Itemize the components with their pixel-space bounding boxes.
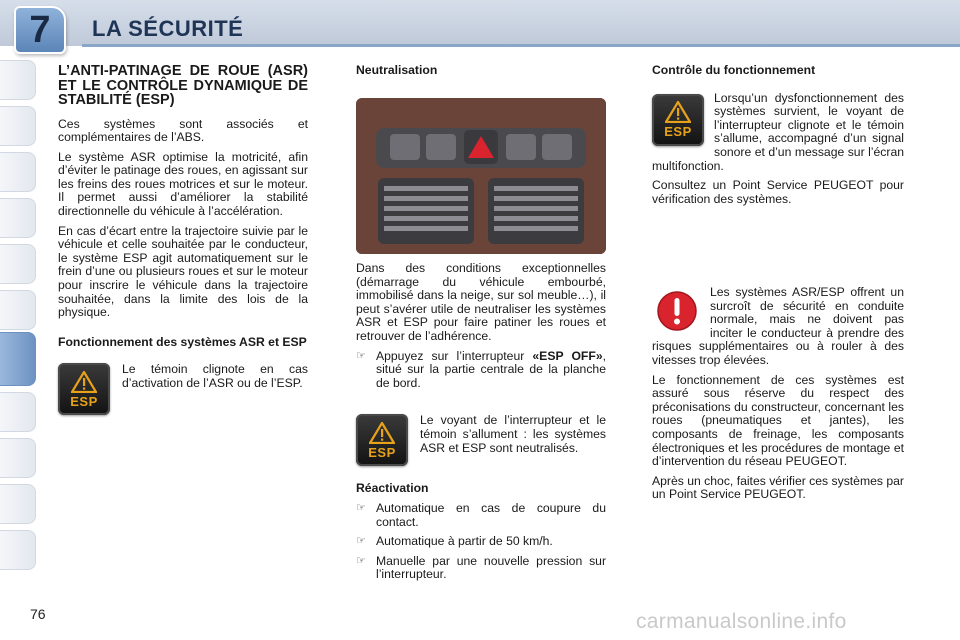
paragraph: Dans des conditions exceptionnelles (démarrage du véhicule embourbé, immobilisé dans la neige, sur sol meuble…), il peut s’avérer utile de neutraliser les systèmes ASR et ESP pour faire patiner les roues et retrouver de l’adhérence. <box>356 261 606 343</box>
esp-indicator-block <box>58 363 308 415</box>
chapter-tab[interactable] <box>0 484 36 524</box>
list-item: ☞ Appuyez sur l’interrupteur «ESP OFF», situé sur la partie centrale de la planche de bord. <box>356 348 606 390</box>
esp-warning-icon <box>58 363 110 415</box>
warning-triangle-icon <box>665 101 691 123</box>
chapter-tab-active[interactable] <box>0 332 36 386</box>
paragraph: Lorsqu’un dysfonctionnement des systèmes survient, le voyant de l’interrupteur clignote et le témoin s’allume, accompagné d’un signal sonore et d’un message sur l’écran multifonction. <box>652 90 904 173</box>
subsection-title-fonctionnement: Fonctionnement des systèmes ASR et ESP <box>58 334 307 349</box>
esp-off-indicator-block <box>356 414 606 466</box>
chapter-number-badge: 7 <box>14 6 66 54</box>
paragraph: Le fonctionnement de ces systèmes est assuré sous réserve du respect des préconisations du constructeur, concernant les roues (pneumatiques et jantes), les composants de freinage, les composants électroniques et les procédures de montage et d’intervention du réseau PEUGEOT. <box>652 372 904 469</box>
paragraph: Ces systèmes sont associés et complémentaires de l’ABS. <box>58 116 308 145</box>
chapter-tab[interactable] <box>0 106 36 146</box>
column-right <box>652 64 904 212</box>
subsection-title-reactivation: Réactivation <box>356 481 429 496</box>
esp-label: ESP <box>368 444 396 460</box>
paragraph: Le système ASR optimise la motricité, afin d’éviter le patinage des roues, en agissant sur les freins des roues motrices et sur le moteur. Il permet aussi d’améliorer la stabilité directionnelle du véhicule à l’accélération. <box>58 149 308 219</box>
header-rule <box>82 44 960 47</box>
esp-indicator-text: Le témoin clignote en cas d’activation de l’ASR ou de l’ESP. <box>122 362 308 390</box>
list-item: ☞ Manuelle par une nouvelle pression sur l’interrupteur. <box>356 553 606 582</box>
watermark: carmanualsonline.info <box>636 610 847 633</box>
chapter-tab[interactable] <box>0 530 36 570</box>
warning-triangle-icon <box>369 422 395 444</box>
column-left <box>58 64 308 415</box>
section-title-controle: Contrôle du fonctionnement <box>652 63 816 77</box>
chapter-tab[interactable] <box>0 198 36 238</box>
chapter-tab[interactable] <box>0 290 36 330</box>
chapter-tab[interactable] <box>0 392 36 432</box>
page-number: 76 <box>30 606 46 622</box>
chapter-tab-strip <box>0 60 36 580</box>
exclamation-warning-icon <box>656 290 698 332</box>
hand-pointer-icon: ☞ <box>356 349 366 362</box>
chapter-title: LA SÉCURITÉ <box>92 16 244 41</box>
esp-warning-icon <box>356 414 408 466</box>
paragraph: Consultez un Point Service PEUGEOT pour vérification des systèmes. <box>652 178 904 206</box>
dashboard-illustration <box>356 98 606 254</box>
paragraph: Après un choc, faites vérifier ces systèmes par un Point Service PEUGEOT. <box>652 473 904 502</box>
chapter-tab[interactable] <box>0 60 36 100</box>
esp-label: ESP <box>70 393 98 409</box>
warning-note <box>652 286 904 508</box>
esp-label: ESP <box>664 124 692 140</box>
esp-off-indicator-text: Le voyant de l’interrupteur et le témoin s’allument : les systèmes ASR et ESP sont neutralisés. <box>420 413 606 455</box>
esp-warning-icon <box>652 94 704 146</box>
column-middle-text <box>356 262 606 588</box>
column-middle <box>356 64 606 78</box>
chapter-tab[interactable] <box>0 152 36 192</box>
paragraph: En cas d’écart entre la trajectoire suivie par le véhicule et celle souhaitée par le conducteur, le système ESP agit automatiquement sur le frein d’une ou plusieurs roues et sur le moteur pour inscrire le véhicule dans la trajectoire souhaitée, dans la limite des lois de la physique. <box>58 223 308 320</box>
chapter-tab[interactable] <box>0 438 36 478</box>
list-item: ☞ Automatique en cas de coupure du contact. <box>356 500 606 529</box>
paragraph: Les systèmes ASR/ESP offrent un surcroît de sécurité en conduite normale, mais ne doivent pas inciter le conducteur à prendre des risques supplémentaires ou à rouler à des vitesses trop élevées. <box>652 285 904 367</box>
list-item: ☞ Automatique à partir de 50 km/h. <box>356 534 553 549</box>
dashboard-photo <box>356 98 606 254</box>
hand-pointer-icon: ☞ <box>356 501 366 514</box>
hand-pointer-icon: ☞ <box>356 554 366 567</box>
warning-triangle-icon <box>71 371 97 393</box>
chapter-tab[interactable] <box>0 244 36 284</box>
section-title-neutralisation: Neutralisation <box>356 63 438 77</box>
hand-pointer-icon: ☞ <box>356 535 366 548</box>
section-title-asr-esp: L’ANTI-PATINAGE DE ROUE (ASR) ET LE CONTRÔLE DYNAMIQUE DE STABILITÉ (ESP) <box>58 63 308 108</box>
